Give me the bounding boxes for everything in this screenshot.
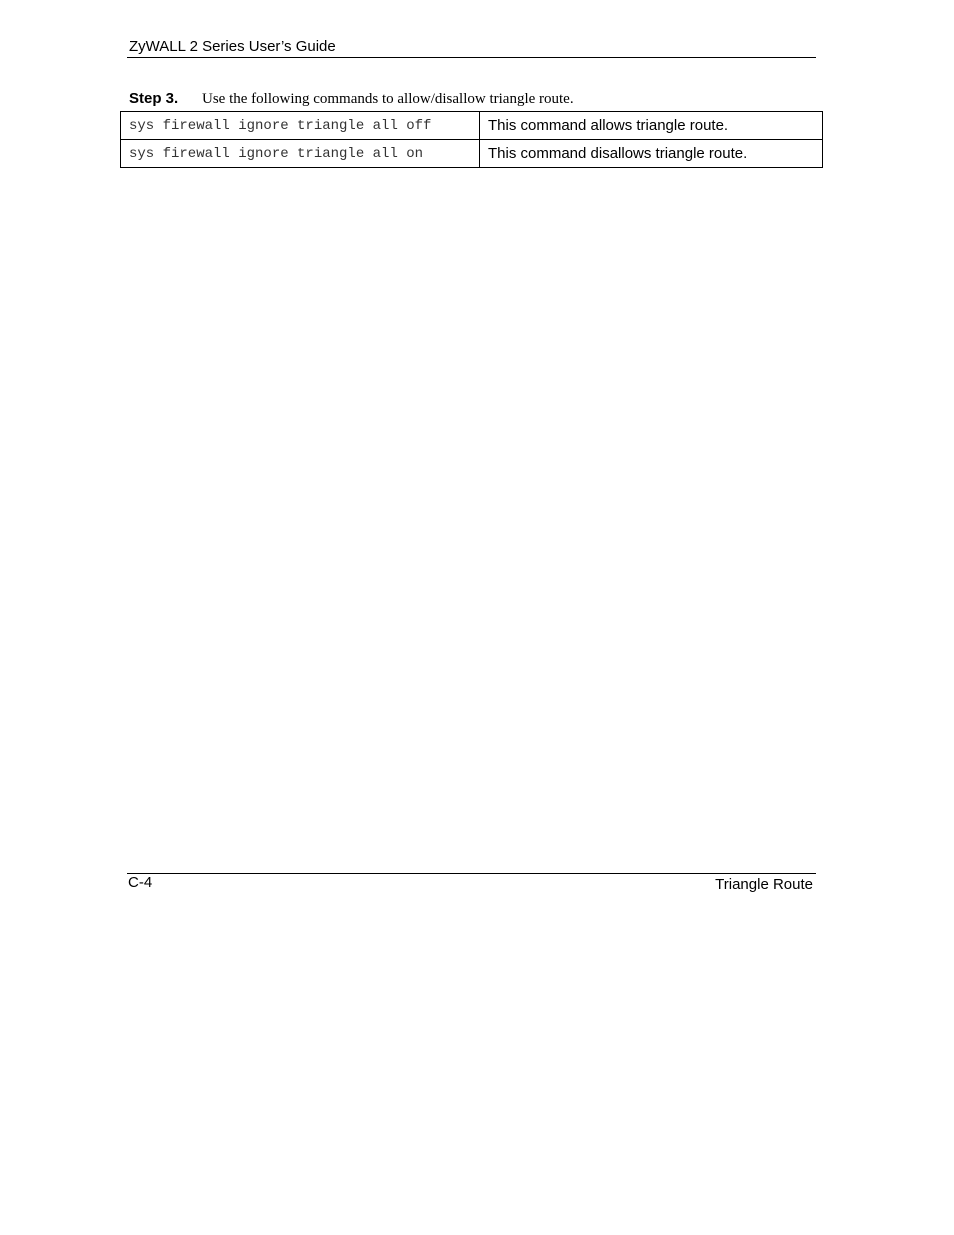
- command-cell: sys firewall ignore triangle all off: [121, 112, 480, 140]
- header-divider: [127, 57, 816, 58]
- table-row: [121, 112, 823, 140]
- description-cell: This command allows triangle route.: [480, 112, 823, 140]
- command-table: [120, 111, 823, 168]
- footer-page-number: C-4: [128, 874, 153, 891]
- footer-section-title: Triangle Route: [715, 876, 813, 893]
- table-row: [121, 140, 823, 168]
- command-cell: sys firewall ignore triangle all on: [121, 140, 480, 168]
- description-cell: This command disallows triangle route.: [480, 140, 823, 168]
- step-text: Use the following commands to allow/disallow triangle route.: [202, 91, 574, 107]
- page-header-title: ZyWALL 2 Series User’s Guide: [129, 38, 336, 55]
- footer-divider: [127, 873, 816, 874]
- step-label: Step 3.: [129, 90, 179, 107]
- step-instruction: [129, 90, 819, 108]
